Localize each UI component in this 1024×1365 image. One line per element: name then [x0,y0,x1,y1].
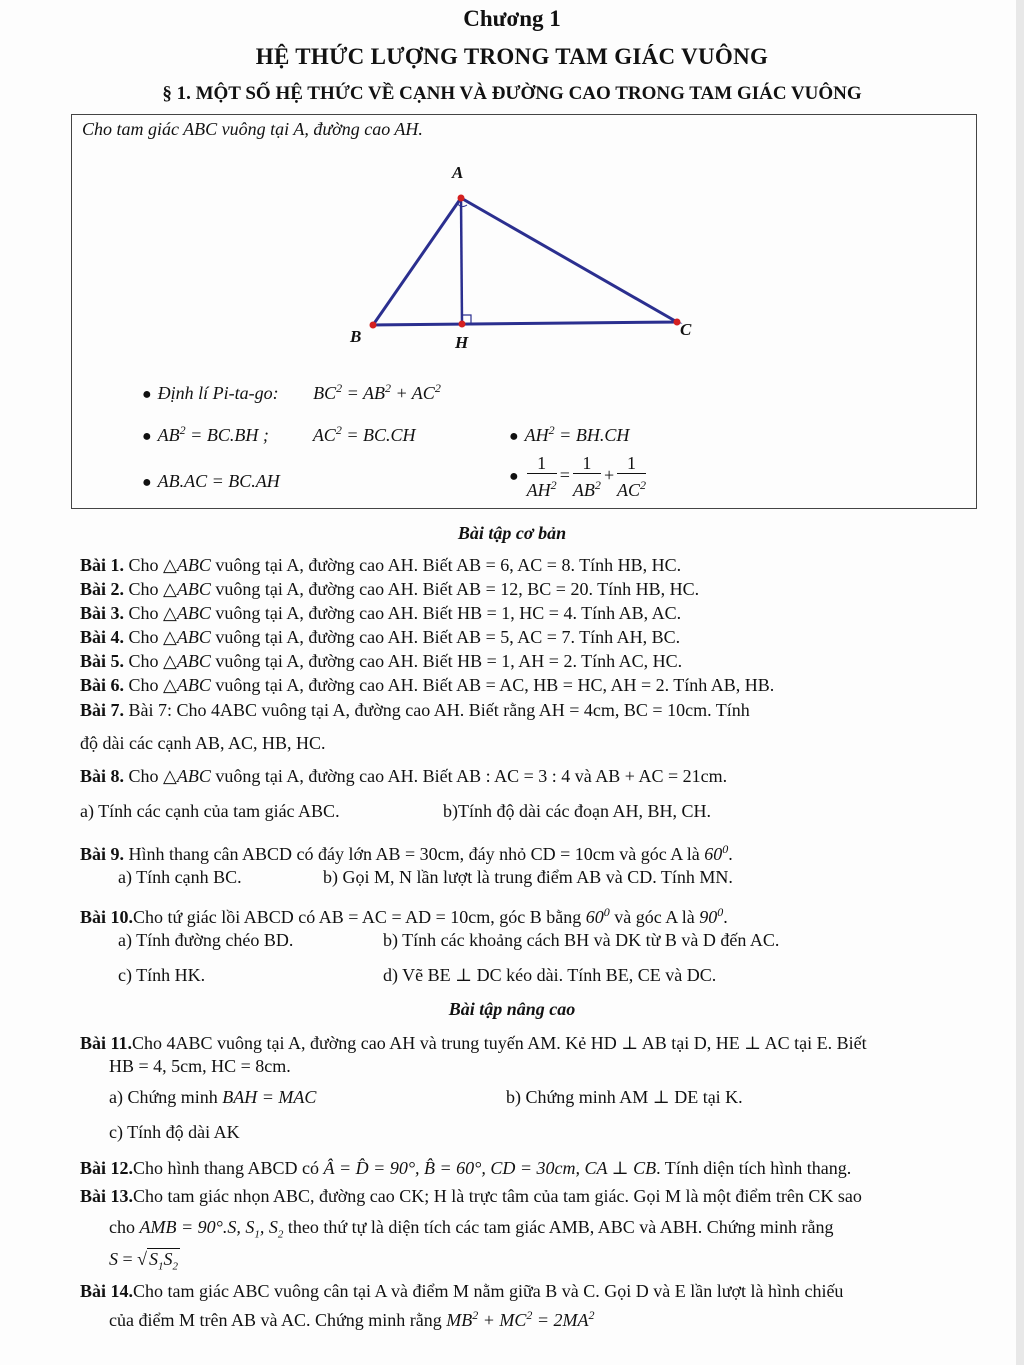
label-b: B [350,327,362,346]
exercise-2: Bài 2. Cho △ABC vuông tại A, đường cao AH. Biết AB = 12, BC = 20. Tính HB, HC. [80,579,700,599]
exercise-8a: a) Tính các cạnh của tam giác ABC. [80,801,340,821]
exercise-13-formula: S = √ $S_1S_2$ [109,1249,179,1273]
exercise-11b: b) Chứng minh AM ⊥ DE tại K. [506,1087,743,1107]
exercise-10b: b) Tính các khoảng cách BH và DK từ B và D đến AC. [383,930,780,950]
exercise-8b: b)Tính độ dài các đoạn AH, BH, CH. [443,801,711,821]
altitude-ah [461,198,462,324]
point-b [370,322,377,329]
exercise-9b: b) Gọi M, N lần lượt là trung điểm AB và CD. Tính MN. [323,867,733,887]
exercise-13-cont: cho AMB = 90°.S, $S_1$, $S_2$ theo thứ tự là diện tích các tam giác AMB, ABC và ABH. Chứng minh rằng [109,1217,834,1241]
theory-box [71,114,977,509]
label-c: C [680,320,692,339]
exercise-1: Bài 1. Cho △ABC vuông tại A, đường cao AH. Biết AB = 6, AC = 8. Tính HB, HC. [80,555,682,575]
exercise-11c: c) Tính độ dài AK [109,1122,240,1142]
exercise-12: Bài 12.Cho hình thang ABCD có Â = D̂ = 90°, B̂ = 60°, CD = 30cm, CA ⊥ CB. Tính diện tích hình thang. [80,1158,852,1178]
formula-reciprocal: ● $\frac{1}{AH^2}$ = $\frac{1}{AB^2}$ + $\frac{1}{AC^2}$ [509,453,646,500]
exercise-4: Bài 4. Cho △ABC vuông tại A, đường cao AH. Biết AB = 5, AC = 7. Tính AH, BC. [80,627,681,647]
exercise-6: Bài 6. Cho △ABC vuông tại A, đường cao AH. Biết AB = AC, HB = HC, AH = 2. Tính AB, HB. [80,675,775,695]
exercise-7: Bài 7. Bài 7: Cho 4ABC vuông tại A, đường cao AH. Biết rằng AH = 4cm, BC = 10cm. Tính [80,700,750,720]
section-title: § 1. MỘT SỐ HỆ THỨC VỀ CẠNH VÀ ĐƯỜNG CAO TRONG TAM GIÁC VUÔNG [162,83,862,104]
chapter-heading: Chương 1 [463,6,561,31]
formula-area: ● AB.AC = BC.AH [142,471,280,491]
formula-legs: ● $AB^2 = BC.BH$ ; $AC^2 = BC.CH$ [142,423,416,445]
chapter-title: HỆ THỨC LƯỢNG TRONG TAM GIÁC VUÔNG [255,44,769,69]
triangle-abc [373,198,677,325]
label-h: H [455,333,469,352]
exercise-10c: c) Tính HK. [118,965,206,985]
basic-exercises-heading: Bài tập cơ bản [457,523,567,543]
exercise-10a: a) Tính đường chéo BD. [118,930,294,950]
page-edge [1016,0,1024,1365]
label-a: A [452,163,464,182]
formula-pythagoras: ● Định lí Pi-ta-go: $BC^2 = AB^2 + AC^2$ [142,381,441,403]
advanced-exercises-heading: Bài tập nâng cao [448,999,576,1019]
exercise-10: Bài 10.Cho tứ giác lồi ABCD có AB = AC = AD = 10cm, góc B bằng $60^0$ và góc A là $90^0$. [80,905,728,927]
exercise-13: Bài 13.Cho tam giác nhọn ABC, đường cao CK; H là trực tâm của tam giác. Gọi M là một điểm trên CK sao [80,1186,862,1206]
exercise-14: Bài 14.Cho tam giác ABC vuông cân tại A và điểm M nằm giữa B và C. Gọi D và E lần lượt là hình chiếu [80,1281,844,1301]
exercise-7-cont: độ dài các cạnh AB, AC, HB, HC. [80,733,326,753]
exercise-11a: a) Chứng minh BAH = MAC [109,1087,317,1107]
exercise-11: Bài 11.Cho 4ABC vuông tại A, đường cao AH và trung tuyến AM. Kẻ HD ⊥ AB tại D, HE ⊥ AC tại E. Biết [80,1033,867,1053]
formula-altitude: ● $AH^2 = BH.CH$ [509,423,630,445]
exercise-8: Bài 8. Cho △ABC vuông tại A, đường cao AH. Biết AB : AC = 3 : 4 và AB + AC = 21cm. [80,766,728,786]
exercise-14-cont: của điểm M trên AB và AC. Chứng minh rằng $MB^2 + MC^2 = 2MA^2$ [109,1308,595,1330]
exercise-9: Bài 9. Hình thang cân ABCD có đáy lớn AB = 30cm, đáy nhỏ CD = 10cm và góc A là $60^0$. [80,842,733,864]
exercise-11-cont: HB = 4, 5cm, HC = 8cm. [109,1056,291,1076]
exercise-9a: a) Tính cạnh BC. [118,867,242,887]
point-h [459,321,466,328]
triangle-figure [72,115,976,375]
exercise-3: Bài 3. Cho △ABC vuông tại A, đường cao AH. Biết HB = 1, HC = 4. Tính AB, AC. [80,603,682,623]
exercise-5: Bài 5. Cho △ABC vuông tại A, đường cao AH. Biết HB = 1, AH = 2. Tính AC, HC. [80,651,683,671]
point-a [458,195,465,202]
exercise-10d: d) Vẽ BE ⊥ DC kéo dài. Tính BE, CE và DC. [383,965,717,985]
theory-intro: Cho tam giác ABC vuông tại A, đường cao AH. [82,119,423,139]
